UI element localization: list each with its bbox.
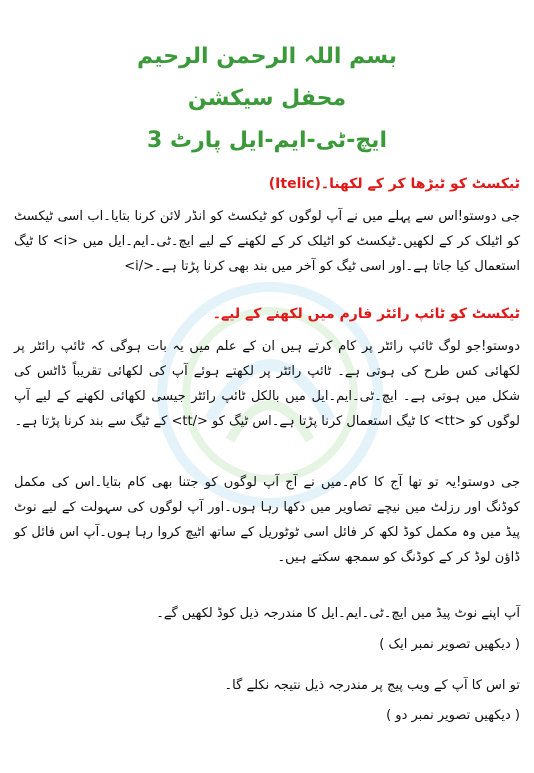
part-heading: ایچ-ٹی-ایم-ایل پارٹ 3 <box>147 128 387 153</box>
italic-section-title: ٹیکسٹ کو ٹیڑھا کر کے لکھنا۔(Itelic) <box>268 176 520 192</box>
typewriter-section-title: ٹیکسٹ کو ٹائپ رائٹر فارم میں لکھنے کے لیے۔ <box>212 306 520 322</box>
closing-line-image-one: ( دیکھیں تصویر نمبر ایک ) <box>379 637 520 652</box>
summary-paragraph: جی دوستو!یہ تو تھا آج کا کام۔میں نے آج آپ لوگوں کو جتنا بھی کام بتایا۔اس کی مکمل کوڈنگ اور رزلٹ میں نیچے تصاویر میں دکھا رہا ہوں۔اور آپ لوگوں کی سہولت کے لیے نوٹ پیڈ میں وہ مکمل کوڈ لکھ کر فائل اسی ٹوٹوریل کے ساتھ اٹیچ کروا رہا ہوں۔آپ اس فائل کو ڈاؤن لوڈ کر کے کوڈنگ کو سمجھ سکتے ہیں۔ <box>14 475 520 565</box>
italic-section-body: جی دوستو!اس سے پہلے میں نے آپ لوگوں کو ٹیکسٹ کو انڈر لائن کرنا بتایا۔اب اسی ٹیکسٹ کو اٹیلک کر کے لکھیں۔ٹیکسٹ کو اٹیلک کر کے لکھنے کے لیے ایچ۔ٹی۔ایم۔ایل میں <i> کا ٹیگ استعمال کیا جاتا ہے۔اور اسی ٹیگ کو آخر میں بند بھی کرنا پڑتا ہے۔</i> <box>14 209 521 274</box>
typewriter-section-body: دوستو!جو لوگ ٹائپ رائٹر پر کام کرتے ہیں ان کے علم میں یہ بات ہوگی کہ ٹائپ رائٹر پر لکھائی کس طرح کی ہوتی ہے۔ ٹائپ رائٹر پر لکھتے ہوئے آپ کی لکھائی تقریباً ڈاٹس کی شکل میں ہوتی ہے۔ ایچ۔ٹی۔ایم۔ایل میں بالکل ٹائپ رائٹر جیسی لکھائی لکھنے کے لیے آپ لوگوں کو <tt> کا ٹیگ استعمال کرنا پڑتا ہے۔اس ٹیگ کو </tt> کے ٹیگ سے بند کرنا پڑتا ہے۔ <box>14 339 520 429</box>
closing-line-notepad: آپ اپنے نوٹ پیڈ میں ایچ۔ٹی۔ایم۔ایل کا مندرجہ ذیل کوڈ لکھیں گے۔ <box>156 606 520 621</box>
bismillah-heading: بسم اللہ الرحمن الرحیم <box>136 44 397 69</box>
section-heading: محفل سیکشن <box>187 86 347 111</box>
closing-line-result: تو اس کا آپ کے ویب پیج پر مندرجہ ذیل نتیجہ نکلے گا۔ <box>224 678 520 693</box>
closing-line-image-two: ( دیکھیں تصویر نمبر دو ) <box>386 708 520 723</box>
